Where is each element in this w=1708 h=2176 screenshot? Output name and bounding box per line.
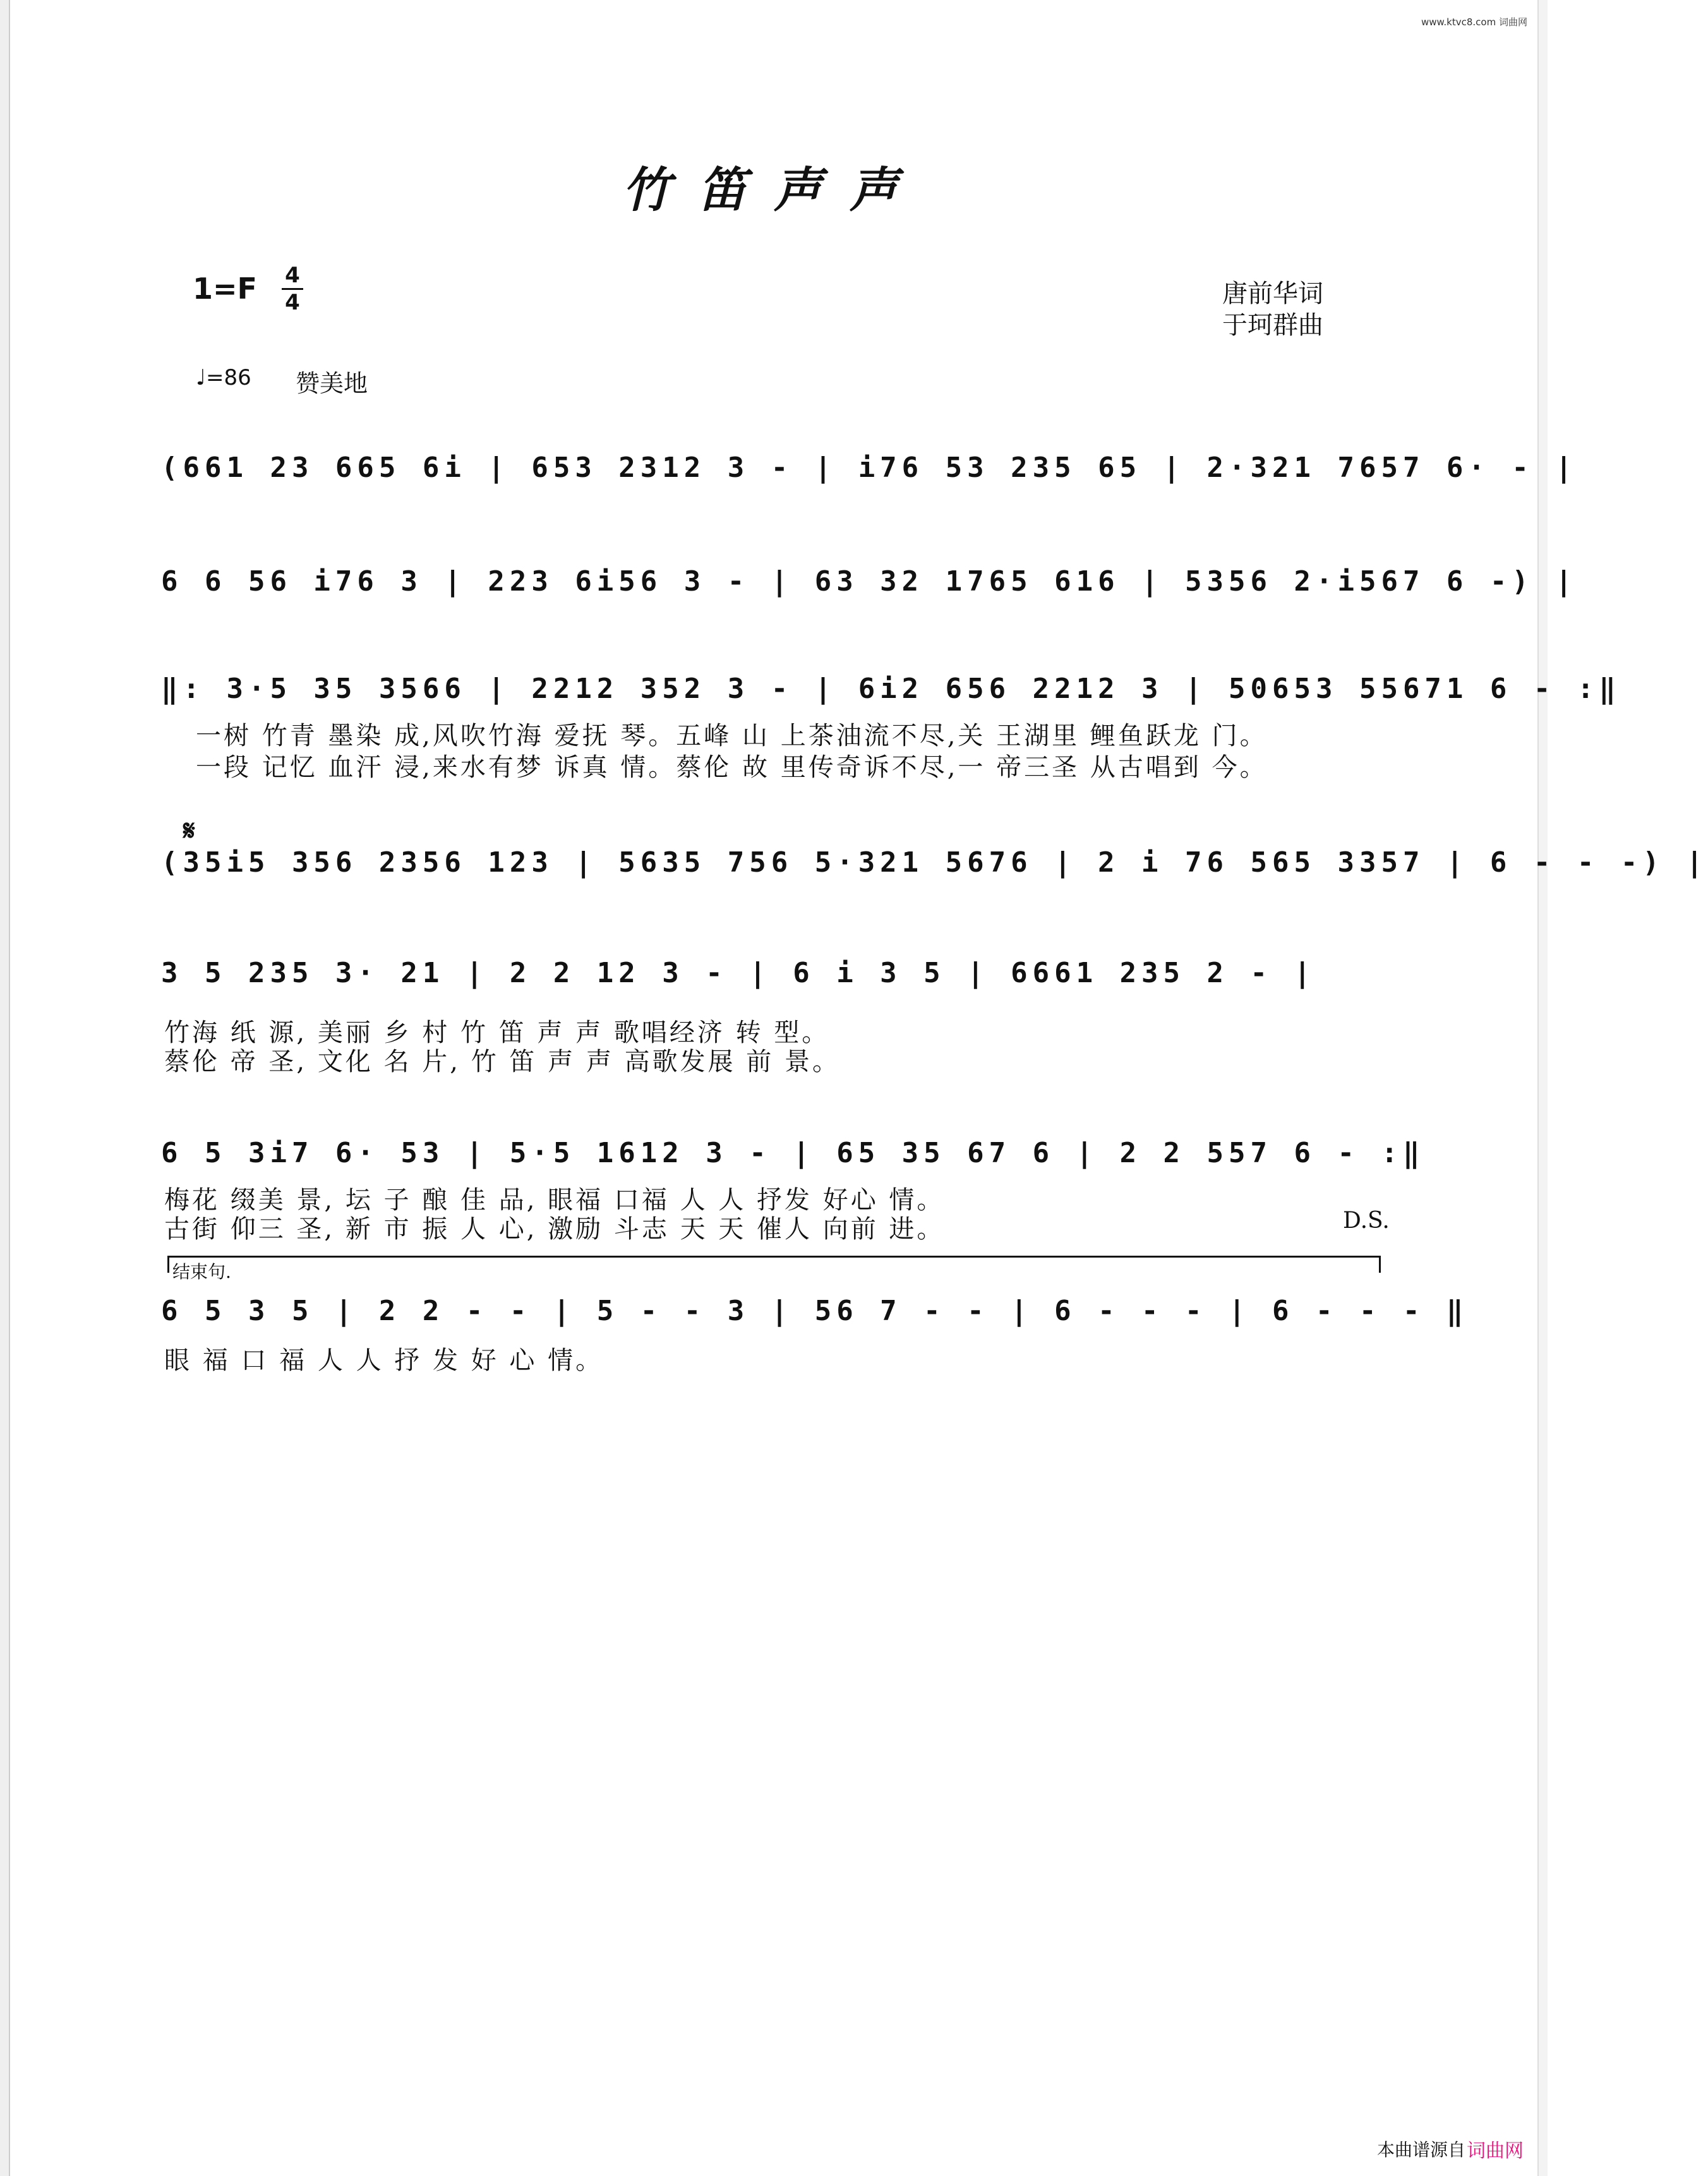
left-page-border [0,0,10,2176]
song-title: 竹笛声声 [622,162,925,218]
dal-segno-mark: D.S. [1343,1208,1390,1234]
lyric-verse-1: 梅花 缀美 景, 坛 子 酿 佳 品, 眼福 口福 人 人 抒发 好心 情。 [164,1186,945,1215]
notation-row: (661 23 665 6i | 653 2312 3 - | i76 53 235 65 | 2·321 7657 6· - | [161,452,1577,484]
ending-label: 结束句. [172,1261,231,1282]
lyric-verse-1: 眼 福 口 福 人 人 抒 发 好 心 情。 [164,1346,604,1375]
notation-row: ‖: 3·5 35 3566 | 2212 352 3 - | 6i2 656 2212 3 | 50653 55671 6 - :‖ [161,673,1621,705]
right-page-border [1537,0,1548,2176]
notation-row: 6 5 3 5 | 2 2 - - | 5 - - 3 | 56 7 - - | 6 - - - | 6 - - - ‖ [161,1295,1469,1327]
notation-row: 6 6 56 i76 3 | 223 6i56 3 - | 63 32 1765 616 | 5356 2·i567 6 -) | [161,565,1577,598]
notation-row: 6 5 3i7 6· 53 | 5·5 1612 3 - | 65 35 67 6 | 2 2 557 6 - :‖ [161,1137,1425,1169]
lyric-verse-1: 一树 竹青 墨染 成,风吹竹海 爱抚 琴。五峰 山 上茶油流不尽,关 王湖里 鲤鱼跃龙 门。 [196,721,1268,750]
footer-logo[interactable]: 词曲网 [1467,2140,1524,2162]
credits [1222,278,1323,341]
lyric-verse-1: 竹海 纸 源, 美丽 乡 村 竹 笛 声 声 歌唱经济 转 型。 [164,1018,830,1047]
meter-bottom: 4 [285,290,300,315]
site-watermark: www.ktvc8.com 词曲网 [1421,16,1527,28]
lyric-verse-2: 蔡伦 帝 圣, 文化 名 片, 竹 笛 声 声 高歌发展 前 景。 [164,1047,841,1076]
time-signature [282,264,303,314]
lyric-verse-2: 古街 仰三 圣, 新 市 振 人 心, 激励 斗志 天 天 催人 向前 进。 [164,1215,945,1244]
lyricist: 唐前华词 [1222,279,1323,308]
ending-bracket [167,1256,1381,1273]
notation-row: (35i5 356 2356 123 | 5635 756 5·321 5676 | 2 i 76 565 3357 | 6 - - -) | [161,846,1708,879]
meter-top: 4 [285,263,300,288]
notation-row: 3 5 235 3· 21 | 2 2 12 3 - | 6 i 3 5 | 6661 235 2 - | [161,957,1316,989]
footer-source-text: 本曲谱源自 [1377,2139,1466,2160]
composer: 于珂群曲 [1222,311,1323,340]
expression-marking: 赞美地 [296,370,368,397]
lyric-verse-2: 一段 记忆 血汗 浸,来水有梦 诉真 情。蔡伦 故 里传奇诉不尽,一 帝三圣 从古唱到 今。 [196,753,1268,782]
tempo-marking: ♩=86 [196,365,251,390]
segno-icon: 𝄋 [183,815,195,847]
key-signature: 1=F [193,272,257,306]
